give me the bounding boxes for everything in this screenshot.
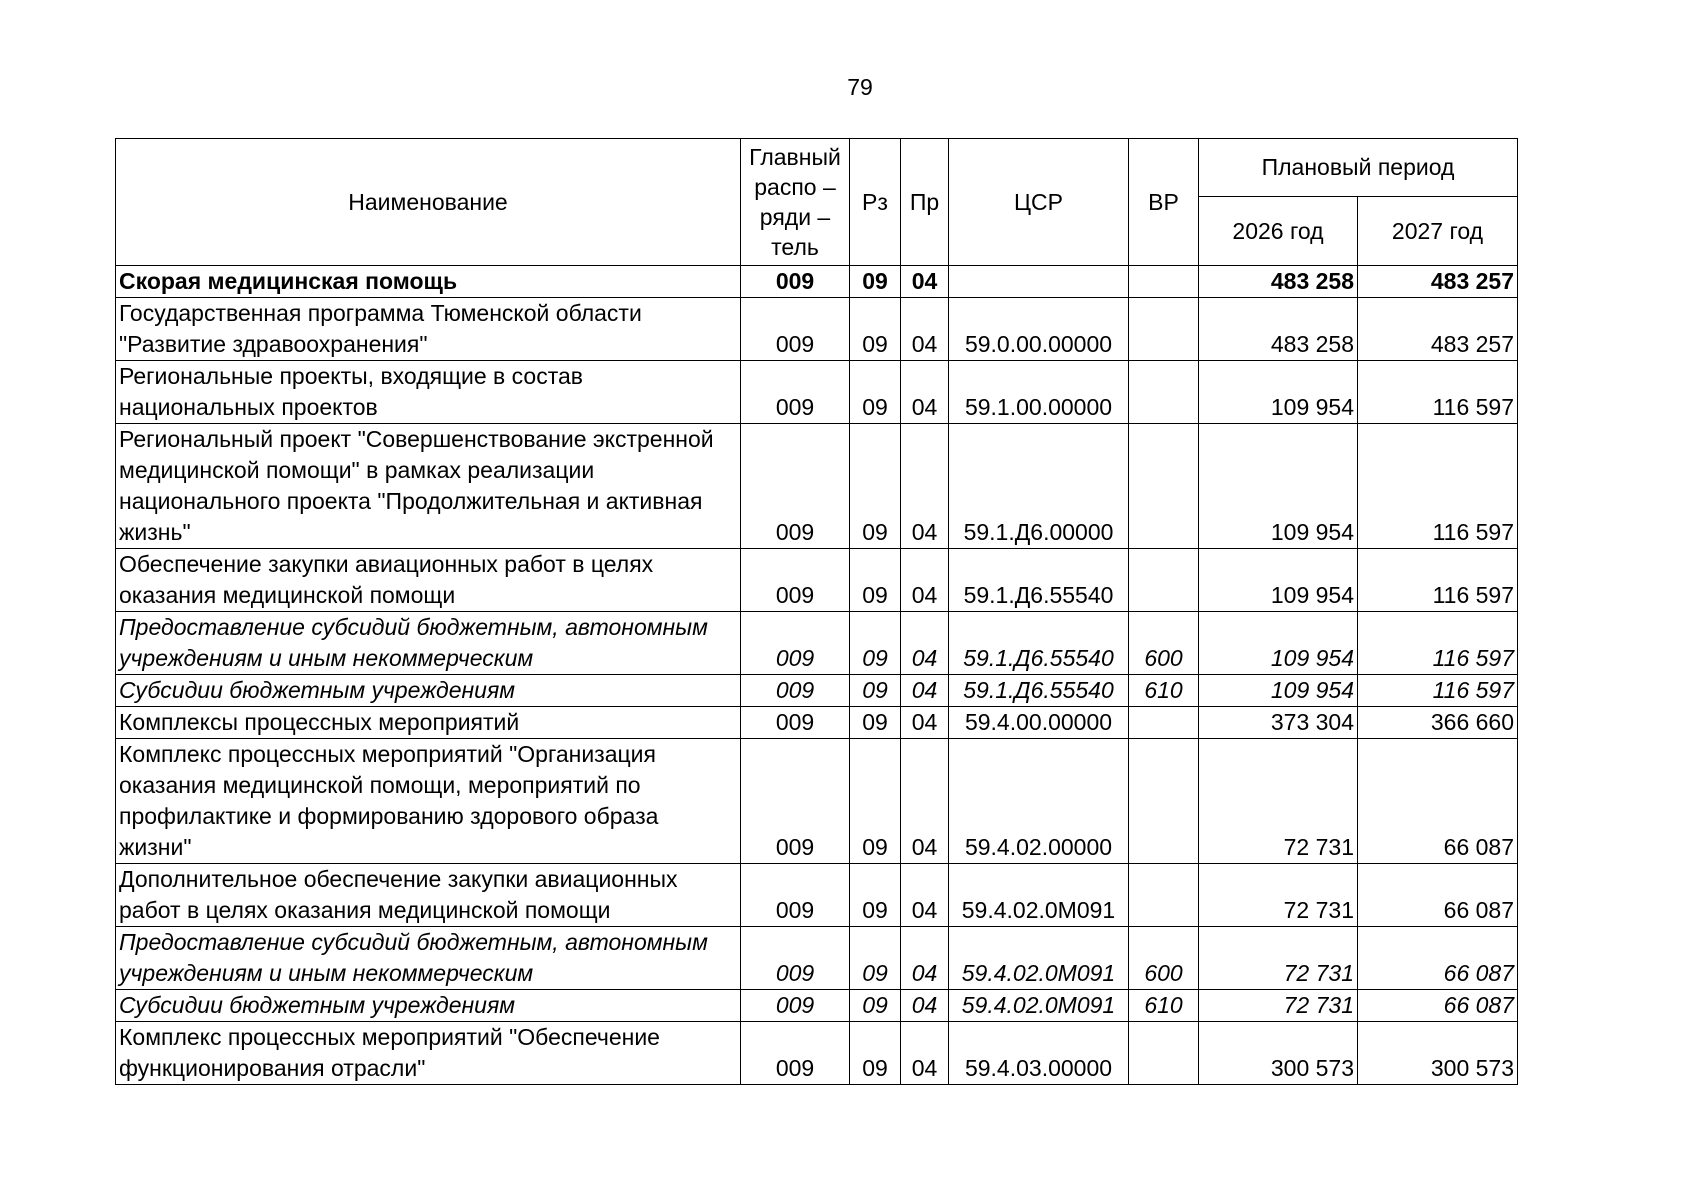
row-pr: 04 (901, 927, 949, 990)
row-pr: 04 (901, 675, 949, 707)
table-row (116, 424, 1518, 549)
table-row (116, 549, 1518, 612)
budget-table (115, 138, 1518, 1085)
row-rz: 09 (850, 707, 901, 739)
row-2026: 483 258 (1199, 298, 1358, 361)
row-2026: 109 954 (1199, 424, 1358, 549)
row-gr: 009 (741, 1022, 850, 1085)
row-csr: 59.4.03.00000 (949, 1022, 1129, 1085)
row-2027: 116 597 (1358, 424, 1518, 549)
row-2026: 373 304 (1199, 707, 1358, 739)
header-planned-period: Плановый период (1199, 139, 1518, 197)
table-row (116, 266, 1518, 298)
row-vr: 600 (1129, 927, 1199, 990)
row-pr: 04 (901, 266, 949, 298)
row-2026: 72 731 (1199, 927, 1358, 990)
row-gr: 009 (741, 707, 850, 739)
row-2027: 116 597 (1358, 675, 1518, 707)
row-2026: 300 573 (1199, 1022, 1358, 1085)
row-2027: 116 597 (1358, 361, 1518, 424)
header-target-article: ЦСР (949, 139, 1129, 266)
row-pr: 04 (901, 990, 949, 1022)
row-2027: 116 597 (1358, 549, 1518, 612)
row-2026: 109 954 (1199, 612, 1358, 675)
row-2026: 483 258 (1199, 266, 1358, 298)
row-pr: 04 (901, 612, 949, 675)
header-section: Рз (850, 139, 901, 266)
row-csr: 59.1.Д6.00000 (949, 424, 1129, 549)
row-rz: 09 (850, 361, 901, 424)
row-vr (1129, 1022, 1199, 1085)
row-vr: 600 (1129, 612, 1199, 675)
row-gr: 009 (741, 424, 850, 549)
row-name: Субсидии бюджетным учреждениям (116, 675, 741, 707)
row-rz: 09 (850, 424, 901, 549)
row-csr: 59.4.02.0М091 (949, 864, 1129, 927)
row-rz: 09 (850, 864, 901, 927)
row-csr: 59.4.02.0М091 (949, 990, 1129, 1022)
row-rz: 09 (850, 298, 901, 361)
header-year-2027: 2027 год (1358, 197, 1518, 266)
row-gr: 009 (741, 990, 850, 1022)
row-vr (1129, 739, 1199, 864)
row-pr: 04 (901, 549, 949, 612)
header-subsection: Пр (901, 139, 949, 266)
table-row (116, 1022, 1518, 1085)
row-vr: 610 (1129, 675, 1199, 707)
row-2026: 109 954 (1199, 361, 1358, 424)
row-2027: 116 597 (1358, 612, 1518, 675)
row-name: Комплексы процессных мероприятий (116, 707, 741, 739)
row-gr: 009 (741, 739, 850, 864)
row-name: Государственная программа Тюменской области "Развитие здравоохранения" (116, 298, 741, 361)
table-row (116, 990, 1518, 1022)
row-gr: 009 (741, 927, 850, 990)
row-vr (1129, 298, 1199, 361)
row-rz: 09 (850, 927, 901, 990)
row-2027: 483 257 (1358, 266, 1518, 298)
row-2027: 483 257 (1358, 298, 1518, 361)
row-2026: 109 954 (1199, 675, 1358, 707)
row-csr: 59.4.02.0М091 (949, 927, 1129, 990)
row-rz: 09 (850, 675, 901, 707)
row-rz: 09 (850, 612, 901, 675)
row-pr: 04 (901, 707, 949, 739)
row-name-text: Предоставление субсидий бюджетным, автономным учреждениям и иным некоммерческим (119, 614, 708, 671)
row-csr (949, 266, 1129, 298)
row-rz: 09 (850, 266, 901, 298)
row-gr: 009 (741, 612, 850, 675)
row-name: Региональный проект "Совершенствование экстренной медицинской помощи" в рамках реализации национального проекта "Продолжительная и активная жизнь" (116, 424, 741, 549)
table-row (116, 927, 1518, 990)
row-name: Региональные проекты, входящие в состав национальных проектов (116, 361, 741, 424)
row-rz: 09 (850, 739, 901, 864)
table-row (116, 707, 1518, 739)
table-row (116, 739, 1518, 864)
row-2027: 66 087 (1358, 990, 1518, 1022)
row-2026: 109 954 (1199, 549, 1358, 612)
row-vr (1129, 864, 1199, 927)
row-2026: 72 731 (1199, 864, 1358, 927)
row-name: Обеспечение закупки авиационных работ в целях оказания медицинской помощи (116, 549, 741, 612)
row-vr (1129, 361, 1199, 424)
table-row (116, 361, 1518, 424)
row-name (116, 612, 741, 675)
row-csr: 59.0.00.00000 (949, 298, 1129, 361)
header-expense-type: ВР (1129, 139, 1199, 266)
row-pr: 04 (901, 1022, 949, 1085)
row-2026: 72 731 (1199, 739, 1358, 864)
row-gr: 009 (741, 266, 850, 298)
row-vr (1129, 266, 1199, 298)
row-pr: 04 (901, 739, 949, 864)
row-name: Предоставление субсидий бюджетным, автономным учреждениям и иным некоммерческим (116, 927, 741, 990)
row-gr: 009 (741, 864, 850, 927)
row-name: Дополнительное обеспечение закупки авиационных работ в целях оказания медицинской помощи (116, 864, 741, 927)
row-csr: 59.1.Д6.55540 (949, 675, 1129, 707)
header-year-2026: 2026 год (1199, 197, 1358, 266)
row-pr: 04 (901, 298, 949, 361)
row-2027: 66 087 (1358, 927, 1518, 990)
row-rz: 09 (850, 1022, 901, 1085)
row-2026: 72 731 (1199, 990, 1358, 1022)
row-name: Скорая медицинская помощь (116, 266, 741, 298)
row-csr: 59.1.Д6.55540 (949, 549, 1129, 612)
row-name: Комплекс процессных мероприятий "Обеспечение функционирования отрасли" (116, 1022, 741, 1085)
row-2027: 66 087 (1358, 739, 1518, 864)
header-name: Наименование (116, 139, 741, 266)
row-2027: 366 660 (1358, 707, 1518, 739)
row-name: Субсидии бюджетным учреждениям (116, 990, 741, 1022)
row-pr: 04 (901, 864, 949, 927)
row-vr: 610 (1129, 990, 1199, 1022)
row-csr: 59.1.00.00000 (949, 361, 1129, 424)
page-number: 79 (847, 74, 873, 100)
row-2027: 300 573 (1358, 1022, 1518, 1085)
row-vr (1129, 424, 1199, 549)
row-2027: 66 087 (1358, 864, 1518, 927)
table-row (116, 612, 1518, 675)
row-pr: 04 (901, 361, 949, 424)
table-row (116, 675, 1518, 707)
row-csr: 59.4.00.00000 (949, 707, 1129, 739)
table-row (116, 298, 1518, 361)
row-csr: 59.4.02.00000 (949, 739, 1129, 864)
row-gr: 009 (741, 361, 850, 424)
row-csr: 59.1.Д6.55540 (949, 612, 1129, 675)
table-row (116, 864, 1518, 927)
header-chief-administrator: Главный распо – ряди – тель (741, 139, 850, 266)
row-gr: 009 (741, 549, 850, 612)
row-rz: 09 (850, 549, 901, 612)
row-rz: 09 (850, 990, 901, 1022)
row-pr: 04 (901, 424, 949, 549)
row-gr: 009 (741, 675, 850, 707)
row-vr (1129, 549, 1199, 612)
row-name: Комплекс процессных мероприятий "Организация оказания медицинской помощи, мероприятий по профилактике и формированию здорового образа жизни" (116, 739, 741, 864)
row-vr (1129, 707, 1199, 739)
row-gr: 009 (741, 298, 850, 361)
